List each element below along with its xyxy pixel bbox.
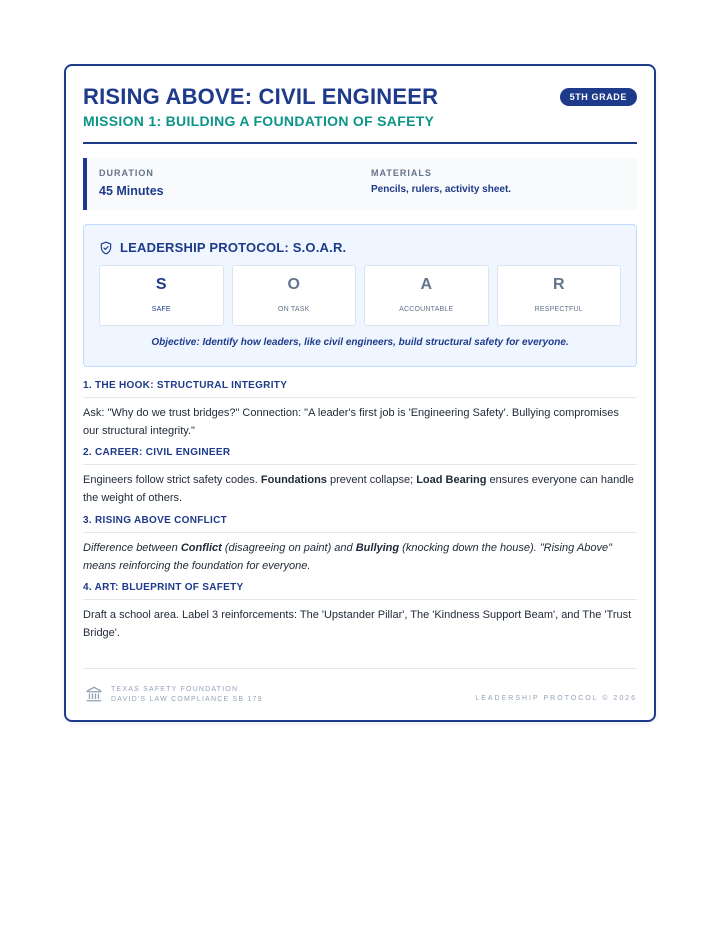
section-body: Draft a school area. Label 3 reinforcements: The 'Upstander Pillar', The 'Kindness Support Beam', and The 'Trust Bridge'. bbox=[83, 609, 632, 639]
soar-grid bbox=[99, 265, 621, 326]
soar-card-respectful bbox=[497, 265, 622, 326]
soar-word: ON TASK bbox=[278, 306, 310, 313]
mission-subtitle: MISSION 1: BUILDING A FOUNDATION OF SAFETY bbox=[83, 113, 435, 129]
soar-card-accountable bbox=[364, 265, 489, 326]
footer-copyright: LEADERSHIP PROTOCOL © 2026 bbox=[475, 695, 637, 702]
body-text: Difference between bbox=[83, 542, 181, 554]
card-content bbox=[83, 66, 637, 703]
footer-org-name: TEXAS SAFETY FOUNDATION bbox=[111, 686, 239, 693]
footer-org bbox=[111, 685, 263, 705]
soar-letter: O bbox=[287, 276, 300, 293]
materials-value: Pencils, rulers, activity sheet. bbox=[371, 184, 512, 195]
body-text: ensures everyone can handle the weight of others. bbox=[83, 474, 634, 504]
term-conflict: Conflict bbox=[180, 542, 222, 554]
body-text: (knocking down the house). "Rising Above" means reinforcing the foundation for everyone. bbox=[83, 542, 612, 572]
shield-check-icon bbox=[99, 241, 113, 255]
section-hook bbox=[83, 380, 637, 440]
section-conflict bbox=[83, 515, 637, 575]
section-title: 1. THE HOOK: STRUCTURAL INTEGRITY bbox=[83, 380, 637, 398]
duration-block bbox=[99, 168, 164, 198]
protocol-header bbox=[99, 240, 346, 255]
soar-word: SAFE bbox=[151, 306, 171, 313]
section-career bbox=[83, 447, 637, 507]
section-title: 2. CAREER: CIVIL ENGINEER bbox=[83, 447, 637, 465]
footer-compliance: DAVID'S LAW COMPLIANCE SB 179 bbox=[111, 696, 263, 703]
body-text: Engineers follow strict safety codes. bbox=[83, 474, 261, 486]
materials-label: MATERIALS bbox=[371, 168, 432, 178]
soar-letter: A bbox=[420, 276, 433, 293]
section-title: 3. RISING ABOVE CONFLICT bbox=[83, 515, 637, 533]
body-text: (disagreeing on paint) and bbox=[221, 542, 356, 554]
grade-badge: 5TH GRADE bbox=[560, 88, 637, 106]
section-body bbox=[83, 471, 637, 507]
institution-icon bbox=[85, 685, 103, 703]
leadership-protocol-panel bbox=[83, 224, 637, 367]
soar-word: RESPECTFUL bbox=[534, 306, 583, 313]
protocol-title: LEADERSHIP PROTOCOL: S.O.A.R. bbox=[120, 240, 347, 255]
term-load-bearing: Load Bearing bbox=[416, 474, 487, 486]
page-title: RISING ABOVE: CIVIL ENGINEER bbox=[83, 84, 439, 109]
lesson-card bbox=[64, 64, 656, 722]
section-body bbox=[83, 539, 637, 575]
duration-value: 45 Minutes bbox=[99, 184, 164, 198]
objective-text: Objective: Identify how leaders, like civil engineers, build structural safety for everyone. bbox=[151, 337, 569, 348]
term-bullying: Bullying bbox=[355, 542, 400, 554]
term-foundations: Foundations bbox=[260, 474, 327, 486]
footer bbox=[83, 668, 637, 703]
section-body: Ask: "Why do we trust bridges?" Connection: "A leader's first job is 'Engineering Safety'. Bullying compromises our structural integrity." bbox=[83, 407, 619, 437]
soar-letter: S bbox=[155, 276, 167, 293]
section-title: 4. ART: BLUEPRINT OF SAFETY bbox=[83, 582, 637, 600]
soar-card-on-task bbox=[232, 265, 357, 326]
duration-label: DURATION bbox=[99, 168, 154, 178]
meta-panel bbox=[83, 158, 637, 210]
soar-word: ACCOUNTABLE bbox=[399, 306, 454, 313]
section-art bbox=[83, 582, 637, 642]
header bbox=[83, 66, 637, 144]
body-text: prevent collapse; bbox=[326, 474, 417, 486]
soar-letter: R bbox=[552, 276, 565, 293]
materials-block bbox=[371, 168, 511, 195]
soar-card-safe bbox=[99, 265, 224, 326]
